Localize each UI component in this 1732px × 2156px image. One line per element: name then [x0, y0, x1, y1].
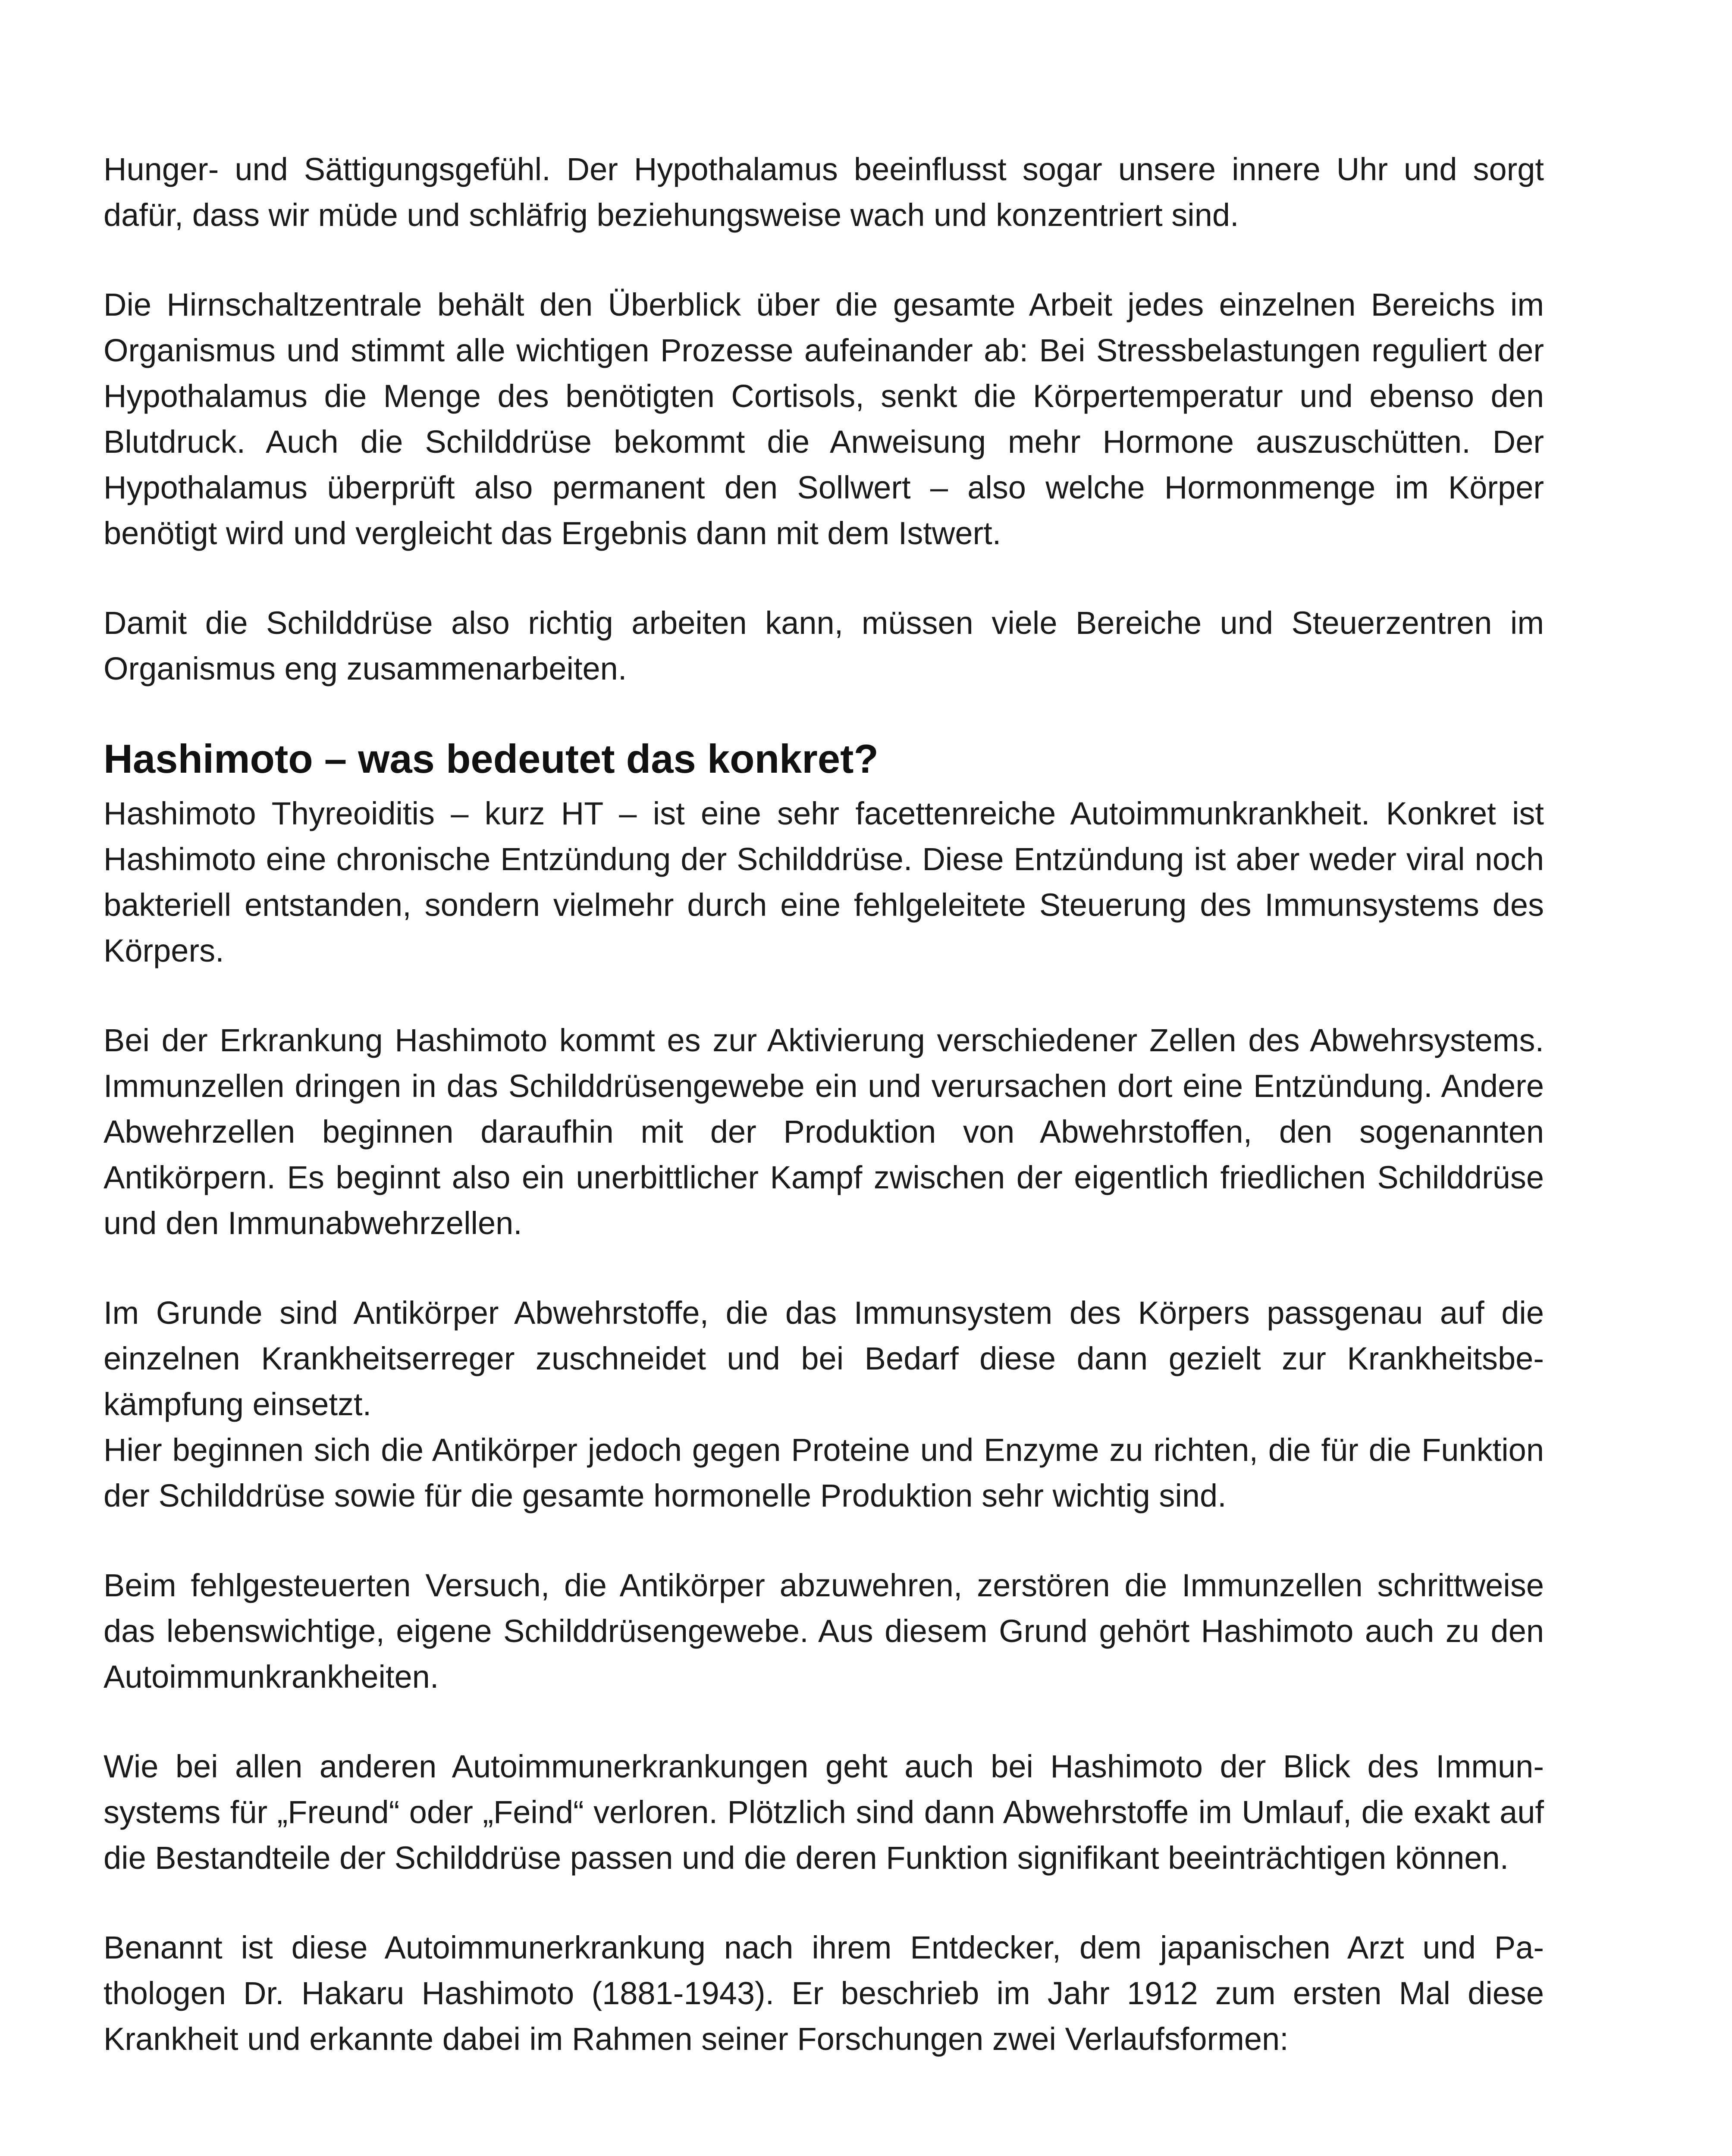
page-body	[104, 147, 1544, 2106]
paragraph-tissue-destruction: Beim fehlgesteuerten Versuch, die Antikörper abzuwehren, zerstören die Immunzellen schrittweise das lebenswichtige, eigene Schilddrüsengewebe. Aus diesem Grund gehört Hashimoto auch zu den Autoimmunkrankheiten.	[104, 1567, 1544, 1695]
paragraph-hashimoto-definition: Hashimoto Thyreoiditis – kurz HT – ist eine sehr facettenreiche Autoimmunkrankheit. Konkret ist Hashimoto eine chronische Entzündung der Schilddrüse. Diese Entzündung ist aber weder viral noch bakteriell entstanden, sondern vielmehr durch eine fehlgeleitete Steuerung des Immunsystems des Körpers.	[104, 796, 1544, 968]
paragraph-antibodies: Im Grunde sind Antikörper Abwehrstoffe, die das Immunsystem des Körpers passgenau auf die einzelnen Krankheitserreger zuschneidet und bei Bedarf diese dann gezielt zur Krankheitsbekämpfung einsetzt.	[104, 1295, 1544, 1422]
paragraph-friend-or-foe: Wie bei allen anderen Autoimmunerkrankungen geht auch bei Hashimoto der Blick des Immunsystems für „Freund“ oder „Feind“ verloren. Plötzlich sind dann Abwehrstoffe im Umlauf, die exakt auf die Bestandteile der Schilddrüse passen und die deren Funktion signifikant beeinträchtigen können.	[104, 1749, 1544, 1876]
paragraph-immune-activation: Bei der Erkrankung Hashimoto kommt es zur Aktivierung verschiedener Zellen des Abwehrsystems. Immunzellen dringen in das Schilddrüsengewebe ein und verursachen dort eine Entzündung. Andere Abwehrzellen beginnen daraufhin mit der Produktion von Abwehrstoffen, den sogenannten Antikörpern. Es beginnt also ein unerbittlicher Kampf zwischen der eigentlich friedlichen Schilddrüse und den Immunabwehrzellen.	[104, 1022, 1544, 1241]
section-heading: Hashimoto – was bedeutet das konkret?	[104, 736, 879, 781]
paragraph-antibodies-target: Hier beginnen sich die Antikörper jedoch gegen Proteine und Enzyme zu richten, die für die Funktion der Schilddrüse sowie für die gesamte hormonelle Produktion sehr wichtig sind.	[104, 1432, 1544, 1514]
paragraph-naming-history: Benannt ist diese Autoimmunerkrankung nach ihrem Entdecker, dem japanischen Arzt und Pathologen Dr. Hakaru Hashimoto (1881-1943). Er beschrieb im Jahr 1912 zum ersten Mal diese Krankheit und erkannte dabei im Rahmen seiner Forschungen zwei Verlaufsformen:	[104, 1930, 1544, 2057]
paragraph-hypothalamus-clock: Hunger- und Sättigungsgefühl. Der Hypothalamus beeinflusst sogar unsere innere Uhr und sorgt dafür, dass wir müde und schläfrig beziehungsweise wach und konzentriert sind.	[104, 151, 1544, 233]
paragraph-thyroid-cooperation: Damit die Schilddrüse also richtig arbeiten kann, müssen viele Bereiche und Steuerzentren im Organismus eng zusammenarbeiten.	[104, 605, 1544, 686]
paragraph-control-center: Die Hirnschaltzentrale behält den Überblick über die gesamte Arbeit jedes einzelnen Bereichs im Organismus und stimmt alle wichtigen Prozesse aufeinander ab: Bei Stressbelastungen reguliert der Hypothalamus die Menge des benötigten Cortisols, senkt die Körpertemperatur und ebenso den Blutdruck. Auch die Schilddrüse bekommt die Anweisung mehr Hormone auszuschütten. Der Hypothalamus überprüft also permanent den Sollwert – also welche Hormonmenge im Körper benötigt wird und vergleicht das Ergebnis dann mit dem Istwert.	[104, 287, 1544, 551]
